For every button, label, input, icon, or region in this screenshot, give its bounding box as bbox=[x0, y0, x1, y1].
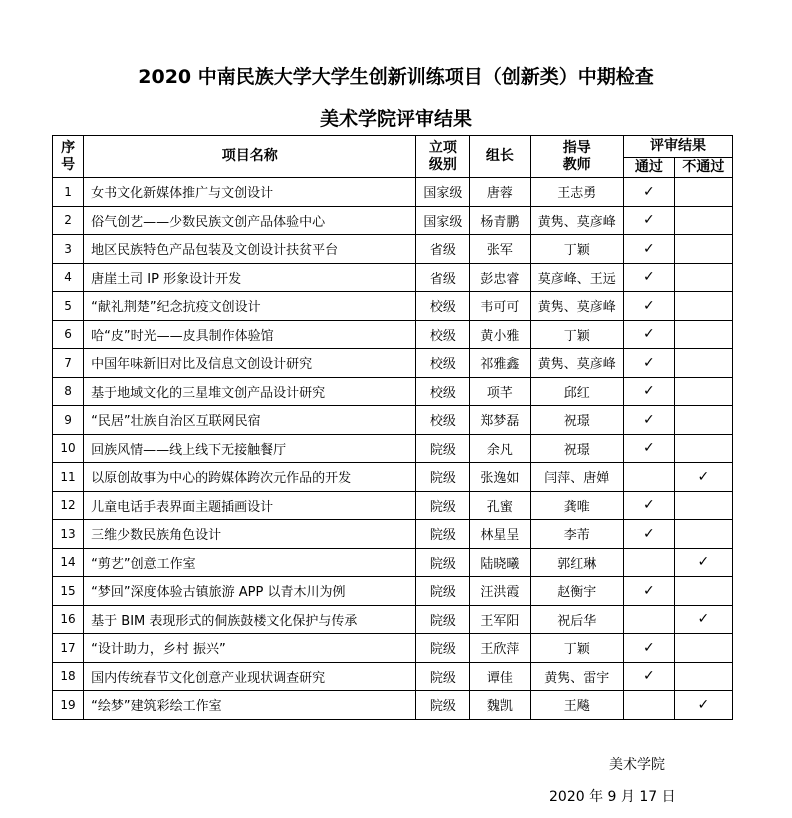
group-leader: 魏凯 bbox=[470, 691, 530, 720]
row-number: 7 bbox=[53, 349, 84, 378]
footer-organization: 美术学院 bbox=[609, 757, 665, 773]
pass-mark: ✓ bbox=[623, 406, 674, 435]
header-level: 立项级别 bbox=[416, 136, 470, 178]
row-number: 17 bbox=[53, 634, 84, 663]
advisor: 黄隽、雷宇 bbox=[530, 662, 623, 691]
fail-mark bbox=[674, 206, 732, 235]
group-leader: 汪洪霞 bbox=[470, 577, 530, 606]
group-leader: 唐蓉 bbox=[470, 178, 530, 207]
project-name: “献礼荆楚”纪念抗疫文创设计 bbox=[84, 292, 416, 321]
project-name: 回族风情——线上线下无接触餐厅 bbox=[84, 434, 416, 463]
project-level: 院级 bbox=[416, 434, 470, 463]
header-review-result: 评审结果 bbox=[623, 136, 732, 158]
row-number: 13 bbox=[53, 520, 84, 549]
document-subtitle: 美术学院评审结果 bbox=[319, 108, 472, 130]
advisor: 丁颖 bbox=[530, 320, 623, 349]
pass-mark bbox=[623, 548, 674, 577]
group-leader: 余凡 bbox=[470, 434, 530, 463]
project-level: 校级 bbox=[416, 377, 470, 406]
table-row bbox=[53, 662, 733, 691]
pass-mark bbox=[623, 605, 674, 634]
row-number: 8 bbox=[53, 377, 84, 406]
group-leader: 王军阳 bbox=[470, 605, 530, 634]
project-level: 校级 bbox=[416, 406, 470, 435]
advisor: 王志勇 bbox=[530, 178, 623, 207]
project-level: 校级 bbox=[416, 349, 470, 378]
project-name: “设计助力，乡村 振兴” bbox=[84, 634, 416, 663]
row-number: 2 bbox=[53, 206, 84, 235]
project-name: 国内传统春节文化创意产业现状调查研究 bbox=[84, 662, 416, 691]
fail-mark bbox=[674, 491, 732, 520]
row-number: 11 bbox=[53, 463, 84, 492]
group-leader: 谭佳 bbox=[470, 662, 530, 691]
advisor: 赵衡宇 bbox=[530, 577, 623, 606]
advisor: 闫萍、唐婵 bbox=[530, 463, 623, 492]
group-leader: 祁雅鑫 bbox=[470, 349, 530, 378]
project-name: 以原创故事为中心的跨媒体跨次元作品的开发 bbox=[84, 463, 416, 492]
project-name: 中国年味新旧对比及信息文创设计研究 bbox=[84, 349, 416, 378]
header-pass: 通过 bbox=[623, 158, 674, 178]
project-name: 基于 BIM 表现形式的侗族鼓楼文化保护与传承 bbox=[84, 605, 416, 634]
advisor: 祝璟 bbox=[530, 434, 623, 463]
pass-mark: ✓ bbox=[623, 377, 674, 406]
project-level: 院级 bbox=[416, 577, 470, 606]
pass-mark: ✓ bbox=[623, 520, 674, 549]
pass-mark: ✓ bbox=[623, 434, 674, 463]
pass-mark: ✓ bbox=[623, 235, 674, 264]
group-leader: 王欣萍 bbox=[470, 634, 530, 663]
project-level: 校级 bbox=[416, 320, 470, 349]
fail-mark bbox=[674, 577, 732, 606]
group-leader: 林星呈 bbox=[470, 520, 530, 549]
advisor: 王飚 bbox=[530, 691, 623, 720]
advisor: 邱红 bbox=[530, 377, 623, 406]
table-row bbox=[53, 178, 733, 207]
project-name: “梦回”深度体验古镇旅游 APP 以青木川为例 bbox=[84, 577, 416, 606]
pass-mark: ✓ bbox=[623, 634, 674, 663]
table-row bbox=[53, 491, 733, 520]
table-row bbox=[53, 520, 733, 549]
fail-mark bbox=[674, 520, 732, 549]
project-level: 国家级 bbox=[416, 178, 470, 207]
group-leader: 项芊 bbox=[470, 377, 530, 406]
advisor: 黄隽、莫彦峰 bbox=[530, 349, 623, 378]
row-number: 9 bbox=[53, 406, 84, 435]
project-level: 校级 bbox=[416, 292, 470, 321]
table-row bbox=[53, 577, 733, 606]
advisor: 龚唯 bbox=[530, 491, 623, 520]
row-number: 5 bbox=[53, 292, 84, 321]
project-name: “剪艺”创意工作室 bbox=[84, 548, 416, 577]
table-row bbox=[53, 463, 733, 492]
advisor: 黄隽、莫彦峰 bbox=[530, 292, 623, 321]
fail-mark: ✓ bbox=[674, 548, 732, 577]
project-level: 国家级 bbox=[416, 206, 470, 235]
pass-mark: ✓ bbox=[623, 320, 674, 349]
table-row bbox=[53, 206, 733, 235]
fail-mark bbox=[674, 235, 732, 264]
group-leader: 黄小雅 bbox=[470, 320, 530, 349]
fail-mark bbox=[674, 349, 732, 378]
advisor: 莫彦峰、王远 bbox=[530, 263, 623, 292]
fail-mark bbox=[674, 320, 732, 349]
table-row bbox=[53, 320, 733, 349]
table-row bbox=[53, 263, 733, 292]
table-row bbox=[53, 634, 733, 663]
header-leader: 组长 bbox=[470, 136, 530, 178]
advisor: 李芾 bbox=[530, 520, 623, 549]
project-level: 院级 bbox=[416, 691, 470, 720]
fail-mark bbox=[674, 263, 732, 292]
row-number: 1 bbox=[53, 178, 84, 207]
advisor: 郭红琳 bbox=[530, 548, 623, 577]
pass-mark: ✓ bbox=[623, 206, 674, 235]
project-level: 院级 bbox=[416, 491, 470, 520]
fail-mark bbox=[674, 178, 732, 207]
advisor: 祝后华 bbox=[530, 605, 623, 634]
row-number: 15 bbox=[53, 577, 84, 606]
project-name: 哈“皮”时光——皮具制作体验馆 bbox=[84, 320, 416, 349]
fail-mark: ✓ bbox=[674, 691, 732, 720]
table-row bbox=[53, 292, 733, 321]
table-row bbox=[53, 605, 733, 634]
pass-mark: ✓ bbox=[623, 292, 674, 321]
advisor: 祝璟 bbox=[530, 406, 623, 435]
group-leader: 陆晓曦 bbox=[470, 548, 530, 577]
row-number: 16 bbox=[53, 605, 84, 634]
row-number: 14 bbox=[53, 548, 84, 577]
advisor: 丁颖 bbox=[530, 235, 623, 264]
row-number: 4 bbox=[53, 263, 84, 292]
table-row bbox=[53, 377, 733, 406]
document-title: 2020 中南民族大学大学生创新训练项目（创新类）中期检查 bbox=[138, 66, 654, 88]
header-project-name: 项目名称 bbox=[84, 136, 416, 178]
pass-mark: ✓ bbox=[623, 662, 674, 691]
project-name: “民居”壮族自治区互联网民宿 bbox=[84, 406, 416, 435]
project-name: 基于地域文化的三星堆文创产品设计研究 bbox=[84, 377, 416, 406]
group-leader: 杨青鹏 bbox=[470, 206, 530, 235]
pass-mark bbox=[623, 463, 674, 492]
project-name: 儿童电话手表界面主题插画设计 bbox=[84, 491, 416, 520]
pass-mark: ✓ bbox=[623, 349, 674, 378]
row-number: 10 bbox=[53, 434, 84, 463]
project-level: 院级 bbox=[416, 634, 470, 663]
project-name: “绘梦”建筑彩绘工作室 bbox=[84, 691, 416, 720]
row-number: 12 bbox=[53, 491, 84, 520]
project-name: 女书文化新媒体推广与文创设计 bbox=[84, 178, 416, 207]
project-level: 院级 bbox=[416, 520, 470, 549]
table-row bbox=[53, 406, 733, 435]
fail-mark: ✓ bbox=[674, 605, 732, 634]
project-level: 省级 bbox=[416, 235, 470, 264]
group-leader: 张逸如 bbox=[470, 463, 530, 492]
group-leader: 彭忠睿 bbox=[470, 263, 530, 292]
footer-date: 2020 年 9 月 17 日 bbox=[549, 789, 676, 805]
project-level: 院级 bbox=[416, 548, 470, 577]
pass-mark: ✓ bbox=[623, 263, 674, 292]
fail-mark bbox=[674, 377, 732, 406]
header-advisor: 指导教师 bbox=[530, 136, 623, 178]
project-name: 三维少数民族角色设计 bbox=[84, 520, 416, 549]
table-row bbox=[53, 235, 733, 264]
row-number: 18 bbox=[53, 662, 84, 691]
fail-mark bbox=[674, 406, 732, 435]
project-level: 省级 bbox=[416, 263, 470, 292]
table-row bbox=[53, 691, 733, 720]
pass-mark: ✓ bbox=[623, 491, 674, 520]
fail-mark: ✓ bbox=[674, 463, 732, 492]
pass-mark: ✓ bbox=[623, 178, 674, 207]
header-seq: 序号 bbox=[53, 136, 84, 178]
project-level: 院级 bbox=[416, 463, 470, 492]
project-name: 唐崖土司 IP 形象设计开发 bbox=[84, 263, 416, 292]
row-number: 19 bbox=[53, 691, 84, 720]
fail-mark bbox=[674, 434, 732, 463]
group-leader: 韦可可 bbox=[470, 292, 530, 321]
advisor: 丁颖 bbox=[530, 634, 623, 663]
project-level: 院级 bbox=[416, 662, 470, 691]
fail-mark bbox=[674, 662, 732, 691]
table-row bbox=[53, 434, 733, 463]
pass-mark bbox=[623, 691, 674, 720]
row-number: 6 bbox=[53, 320, 84, 349]
header-fail: 不通过 bbox=[674, 158, 732, 178]
project-level: 院级 bbox=[416, 605, 470, 634]
project-name: 地区民族特色产品包装及文创设计扶贫平台 bbox=[84, 235, 416, 264]
group-leader: 孔蜜 bbox=[470, 491, 530, 520]
table-row bbox=[53, 548, 733, 577]
advisor: 黄隽、莫彦峰 bbox=[530, 206, 623, 235]
group-leader: 张军 bbox=[470, 235, 530, 264]
row-number: 3 bbox=[53, 235, 84, 264]
pass-mark: ✓ bbox=[623, 577, 674, 606]
fail-mark bbox=[674, 292, 732, 321]
review-results-table bbox=[52, 135, 733, 720]
table-row bbox=[53, 349, 733, 378]
group-leader: 郑梦磊 bbox=[470, 406, 530, 435]
fail-mark bbox=[674, 634, 732, 663]
project-name: 俗气创艺——少数民族文创产品体验中心 bbox=[84, 206, 416, 235]
